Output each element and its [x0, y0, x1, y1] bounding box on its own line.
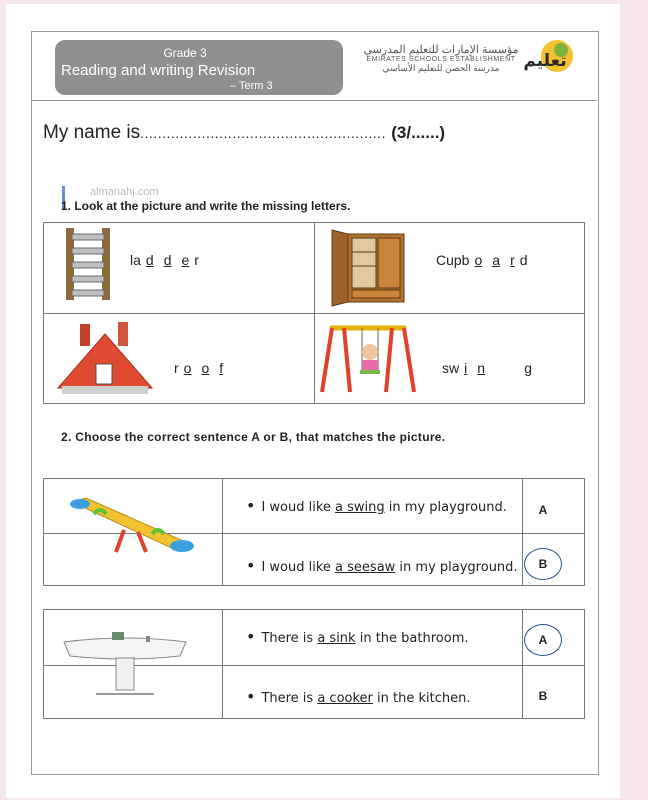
missing-letter-field[interactable]: o — [474, 252, 483, 268]
table-divider — [222, 479, 223, 585]
table-divider — [222, 610, 223, 718]
school-name-arabic: مدرسة الحصن للتعليم الأساسي — [382, 63, 500, 73]
missing-letter-field[interactable]: a — [492, 252, 501, 268]
answer-letter-b[interactable]: B — [538, 689, 548, 703]
missing-letter-field[interactable]: d — [145, 252, 154, 268]
missing-letter-field[interactable]: r — [510, 252, 515, 268]
answer-letter-a[interactable]: A — [538, 503, 548, 517]
worksheet-title: Reading and writing Revision — [61, 62, 256, 79]
roof-icon — [52, 320, 158, 398]
header-divider — [31, 100, 597, 101]
sentence-option-a[interactable]: • I woud like a swing in my playground. — [246, 496, 507, 515]
word-roof: r o o f — [174, 360, 224, 376]
missing-letter-field[interactable]: d — [163, 252, 172, 268]
org-name-english: EMIRATES SCHOOLS ESTABLISHMENT — [366, 56, 516, 63]
cupboard-icon — [328, 228, 424, 308]
missing-letter-field[interactable]: o — [183, 360, 192, 376]
svg-text:تعليم: تعليم — [523, 51, 567, 71]
word-cupboard: Cupb o a r d — [436, 252, 528, 268]
grade-label: Grade 3 — [163, 46, 207, 60]
name-line — [43, 122, 445, 144]
organization-block — [352, 43, 530, 74]
question-1-instruction: 1. Look at the picture and write the missing letters. — [61, 199, 351, 213]
word-ladder: la d d e r — [130, 252, 199, 268]
sentence-option-b[interactable]: • I woud like a seesaw in my playground. — [246, 556, 518, 575]
taleem-logo-icon — [523, 36, 575, 80]
missing-letter-field[interactable]: f — [219, 360, 224, 376]
grid-divider — [44, 313, 584, 314]
ladder-icon — [60, 226, 118, 302]
sink-icon — [60, 628, 190, 698]
name-blank[interactable]: ........................................................ — [140, 125, 386, 141]
missing-letter-field[interactable]: o — [201, 360, 210, 376]
sentence-option-b[interactable]: • There is a cooker in the kitchen. — [246, 687, 471, 706]
sentence-option-a[interactable]: • There is a sink in the bathroom. — [246, 627, 469, 646]
answer-letter-a-selected[interactable]: A — [524, 624, 562, 656]
missing-letter-field[interactable]: i — [464, 360, 468, 376]
word-swing: sw i n g — [442, 360, 533, 376]
answer-letter-b-selected[interactable]: B — [524, 548, 562, 580]
missing-letter-field[interactable]: n — [477, 360, 486, 376]
score-box: (3/......) — [391, 123, 446, 142]
title-box — [55, 40, 343, 95]
name-label: My name is — [43, 122, 141, 143]
missing-letter-field[interactable]: g — [524, 360, 533, 376]
watermark-text: almanahj.com — [90, 186, 159, 198]
question-2-instruction: 2. Choose the correct sentence A or B, that matches the picture. — [61, 430, 446, 444]
term-label: – Term 3 — [230, 80, 273, 92]
seesaw-icon — [68, 492, 194, 558]
org-name-arabic: مؤسسة الإمارات للتعليم المدرسي — [363, 44, 519, 56]
swing-icon — [320, 322, 416, 394]
missing-letter-field[interactable]: e — [181, 252, 190, 268]
table-divider — [522, 479, 523, 585]
table-divider — [522, 610, 523, 718]
